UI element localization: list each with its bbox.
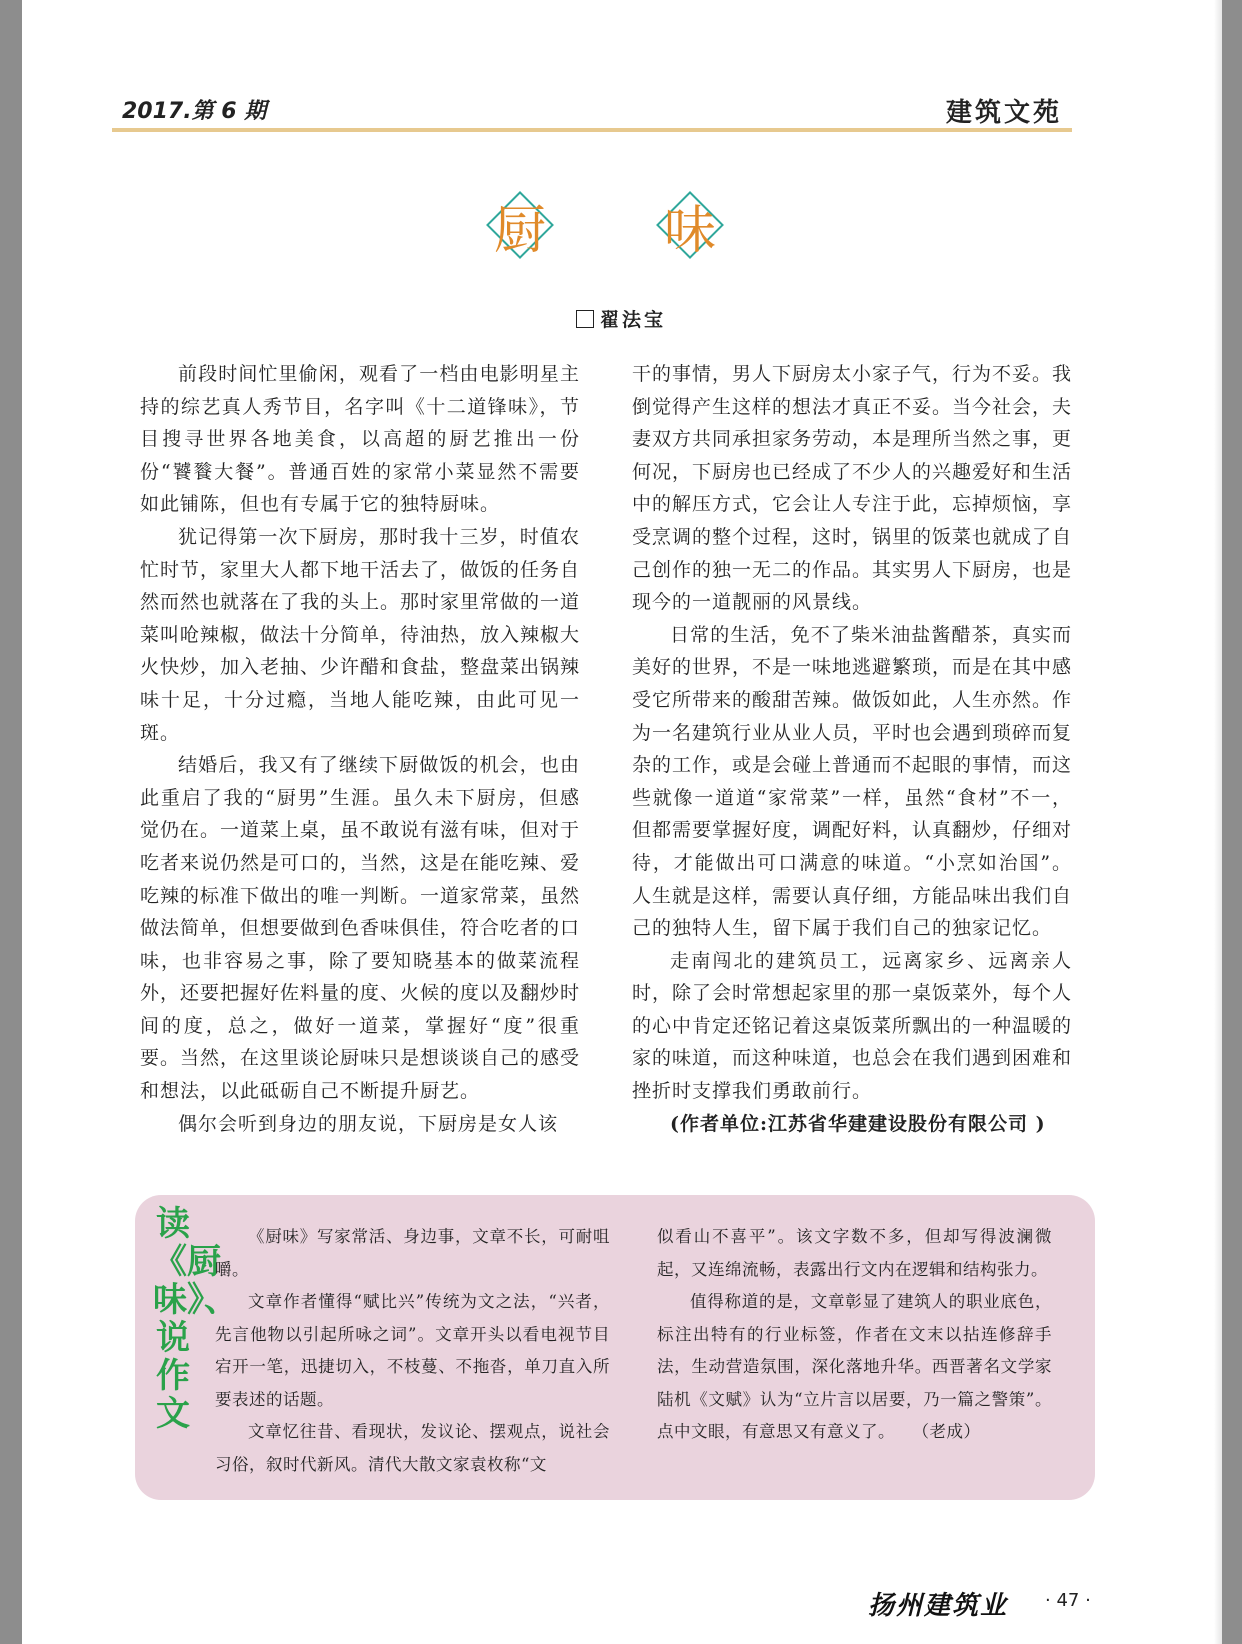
page-number: · 47 · (1045, 1590, 1091, 1611)
paragraph: 犹记得第一次下厨房，那时我十三岁，时值农忙时节，家里大人都下地干活去了，做饭的任务自然而然也就落在了我的头上。那时家里常做的一道菜叫呛辣椒，做法十分简单，待油热，放入辣椒大火快炒，加入老抽、少许醋和食盐，整盘菜出锅辣味十足，十分过瘾，当地人能吃辣，由此可见一斑。 (140, 525, 581, 744)
review-title: 读《厨味》、说作文 (153, 1204, 238, 1434)
paragraph: 走南闯北的建筑员工，远离家乡、远离亲人时，除了会时常想起家里的那一桌饭菜外，每个人的心中肯定还铭记着这桌饭菜所飘出的一种温暖的家的味道，而这种味道，也总会在我们遇到困难和挫折时支撑我们勇敢前行。 (632, 949, 1073, 1103)
page-header (112, 92, 1072, 132)
article-column-left (140, 358, 580, 1140)
column-name: 建筑文苑 (945, 98, 1062, 128)
paragraph: 值得称道的是，文章彰显了建筑人的职业底色，标注出特有的行业标签，作者在文末以拈连修辞手法，生动营造氛围，深化落地升华。西晋著名文学家陆机《文赋》认为“立片言以居要，乃一篇之警策”。点中文眼，有意思又有意义了。 （老成） (657, 1292, 1052, 1441)
title-char-1: 厨 (480, 185, 560, 265)
review-column-left (215, 1221, 610, 1481)
square-icon (576, 310, 594, 328)
paragraph: 似看山不喜平”。该文字数不多，但却写得波澜微起，又连绵流畅，表露出行文内在逻辑和结构张力。 (657, 1227, 1052, 1279)
paragraph: 干的事情，男人下厨房太小家子气，行为不妥。我倒觉得产生这样的想法才真正不妥。当今社会，夫妻双方共同承担家务劳动，本是理所当然之事，更何况，下厨房也已经成了不少人的兴趣爱好和生活中的解压方式，它会让人专注于此，忘掉烦恼，享受烹调的整个过程，这时，锅里的饭菜也就成了自己创作的独一无二的作品。其实男人下厨房，也是现今的一道靓丽的风景线。 (632, 363, 1073, 614)
review-column-right (657, 1221, 1052, 1449)
paragraph: 《厨味》写家常活、身边事，文章不长，可耐咀嚼。 (215, 1227, 610, 1279)
author-line (0, 305, 1242, 332)
paragraph: 结婚后，我又有了继续下厨做饭的机会，也由此重启了我的“厨男”生涯。虽久未下厨房，但感觉仍在。一道菜上桌，虽不敢说有滋有味，但对于吃者来说仍然是可口的，当然，这是在能吃辣、爱吃辣的标准下做出的唯一判断。一道家常菜，虽然做法简单，但想要做到色香味俱佳，符合吃者的口味，也非容易之事，除了要知晓基本的做菜流程外，还要把握好佐料量的度、火候的度以及翻炒时间的度，总之，做好一道菜，掌握好“度”很重要。当然，在这里谈论厨味只是想谈谈自己的感受和想法，以此砥砺自己不断提升厨艺。 (140, 754, 581, 1103)
paragraph: 偶尔会听到身边的朋友说，下厨房是女人该 (178, 1112, 559, 1135)
paragraph: 文章忆往昔、看现状，发议论、摆观点，说社会习俗，叙时代新风。清代大散文家袁枚称“文 (215, 1422, 610, 1474)
article-column-right (632, 358, 1072, 1140)
paragraph: 前段时间忙里偷闲，观看了一档由电影明星主持的综艺真人秀节目，名字叫《十二道锋味》，节目搜寻世界各地美食，以高超的厨艺推出一份份“饕餮大餐”。普通百姓的家常小菜显然不需要如此铺陈，但也有专属于它的独特厨味。 (140, 363, 580, 516)
author-name: 翟法宝 (599, 309, 666, 331)
paragraph: 文章作者懂得“赋比兴”传统为文之法，“兴者，先言他物以引起所咏之词”。文章开头以看电视节目宕开一笔，迅捷切入，不枝蔓、不拖沓，单刀直入所要表述的话题。 (215, 1292, 610, 1409)
article-title (480, 185, 740, 265)
author-unit: (作者单位:江苏省华建建设股份有限公司 ) (670, 1112, 1046, 1135)
paragraph: 日常的生活，免不了柴米油盐酱醋茶，真实而美好的世界，不是一味地逃避繁琐，而是在其中感受它所带来的酸甜苦辣。做饭如此，人生亦然。作为一名建筑行业从业人员，平时也会遇到琐碎而复杂的工作，或是会碰上普通而不起眼的事情，而这些就像一道道“家常菜”一样，虽然“食材”不一，但都需要掌握好度，调配好料，认真翻炒，仔细对待，才能做出可口满意的味道。“小烹如治国”。人生就是这样，需要认真仔细，方能品味出我们自己的独特人生，留下属于我们自己的独家记忆。 (632, 623, 1073, 940)
issue-label: 2017.第 6 期 (122, 99, 267, 124)
review-box (135, 1195, 1095, 1500)
magazine-logo: 扬州建筑业 (868, 1591, 1009, 1621)
title-char-2: 味 (650, 185, 730, 265)
